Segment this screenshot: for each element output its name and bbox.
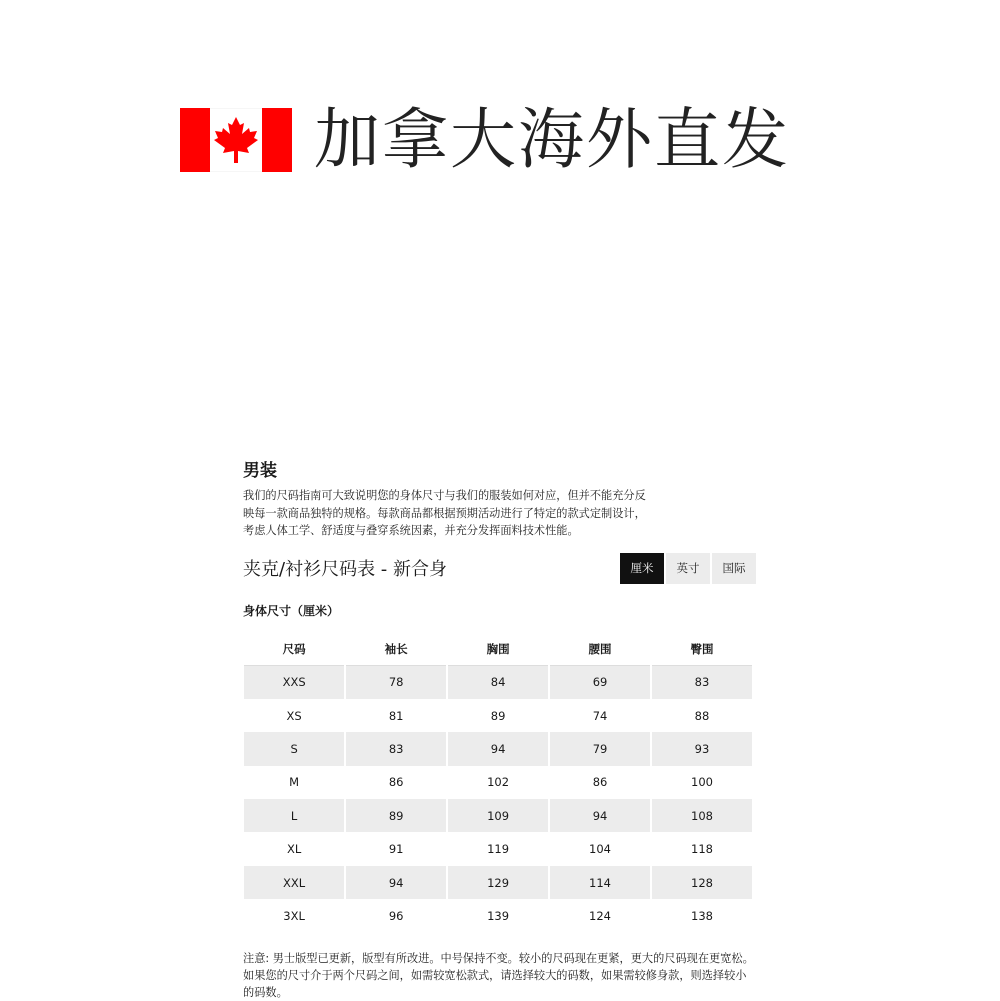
table-row	[244, 866, 752, 899]
size-table	[242, 633, 754, 933]
cell-hip: 138	[691, 908, 713, 923]
banner	[180, 95, 790, 185]
table-header-row	[244, 633, 752, 666]
note-line: 如果您的尺寸介于两个尺码之间，如需较宽松款式，请选择较大的码数，如果需较修身款，则选择较小	[243, 968, 747, 982]
canada-flag-icon	[180, 108, 292, 172]
header-chest: 胸围	[448, 633, 548, 666]
unit-button-inch[interactable]: 英寸	[666, 553, 710, 584]
cell-chest: 89	[490, 708, 506, 723]
cell-sleeve: 89	[346, 799, 446, 832]
cell-size: S	[244, 732, 344, 765]
cell-chest: 102	[487, 775, 510, 790]
cell-size: 3XL	[283, 908, 305, 923]
cell-sleeve: 96	[388, 908, 404, 923]
table-row	[244, 666, 752, 699]
cell-hip: 83	[652, 666, 752, 699]
cell-sleeve: 78	[346, 666, 446, 699]
table-row	[244, 699, 752, 732]
cell-size: M	[289, 775, 300, 790]
cell-sleeve: 91	[388, 842, 404, 857]
cell-chest: 109	[448, 799, 548, 832]
cell-hip: 108	[652, 799, 752, 832]
cell-size: L	[244, 799, 344, 832]
size-guide-panel	[243, 456, 756, 1001]
cell-sleeve: 83	[346, 732, 446, 765]
intro-line: 我们的尺码指南可大致说明您的身体尺寸与我们的服装如何对应，但并不能充分反	[243, 489, 646, 502]
cell-chest: 84	[448, 666, 548, 699]
cell-sleeve: 81	[388, 708, 404, 723]
cell-sleeve: 86	[388, 775, 404, 790]
cell-size: XXS	[244, 666, 344, 699]
unit-toggle	[620, 553, 756, 584]
cell-hip: 118	[691, 842, 713, 857]
table-row	[244, 799, 752, 832]
cell-size: XS	[286, 708, 302, 723]
fit-note	[243, 950, 756, 1001]
cell-waist: 74	[592, 708, 608, 723]
unit-button-international[interactable]: 国际	[712, 553, 756, 584]
intro-text	[243, 487, 756, 540]
table-row	[244, 832, 752, 865]
cell-chest: 139	[487, 908, 510, 923]
header-hip: 臀围	[652, 633, 752, 666]
table-row	[244, 899, 752, 932]
section-title: 男装	[243, 461, 277, 481]
cell-chest: 94	[448, 732, 548, 765]
table-row	[244, 766, 752, 799]
cell-waist: 79	[550, 732, 650, 765]
note-line: 的码数。	[243, 985, 288, 999]
cell-waist: 114	[550, 866, 650, 899]
chart-header	[243, 553, 756, 584]
cell-hip: 93	[652, 732, 752, 765]
cell-chest: 119	[487, 842, 510, 857]
measurement-subheading: 身体尺寸（厘米）	[243, 603, 340, 618]
cell-waist: 69	[550, 666, 650, 699]
cell-hip: 128	[652, 866, 752, 899]
intro-line: 考虑人体工学、舒适度与叠穿系统因素，并充分发挥面料技术性能。	[243, 524, 579, 537]
cell-hip: 88	[694, 708, 710, 723]
cell-size: XL	[286, 842, 302, 857]
cell-waist: 124	[589, 908, 611, 923]
note-line: 注意: 男士版型已更新，版型有所改进。中号保持不变。较小的尺码现在更紧，更大的尺码现在更宽松。	[243, 951, 754, 965]
header-size: 尺码	[244, 633, 344, 666]
cell-chest: 129	[448, 866, 548, 899]
unit-button-cm[interactable]: 厘米	[620, 553, 664, 584]
cell-waist: 104	[589, 842, 611, 857]
banner-title: 加拿大海外直发	[314, 101, 790, 178]
cell-waist: 94	[550, 799, 650, 832]
table-row	[244, 732, 752, 765]
cell-hip: 100	[691, 775, 713, 790]
cell-sleeve: 94	[346, 866, 446, 899]
cell-waist: 86	[592, 775, 608, 790]
chart-title: 夹克/衬衫尺码表 - 新合身	[243, 559, 448, 580]
intro-line: 映每一款商品独特的规格。每款商品都根据预期活动进行了特定的款式定制设计，	[243, 506, 646, 520]
header-sleeve: 袖长	[346, 633, 446, 666]
header-waist: 腰围	[550, 633, 650, 666]
cell-size: XXL	[244, 866, 344, 899]
